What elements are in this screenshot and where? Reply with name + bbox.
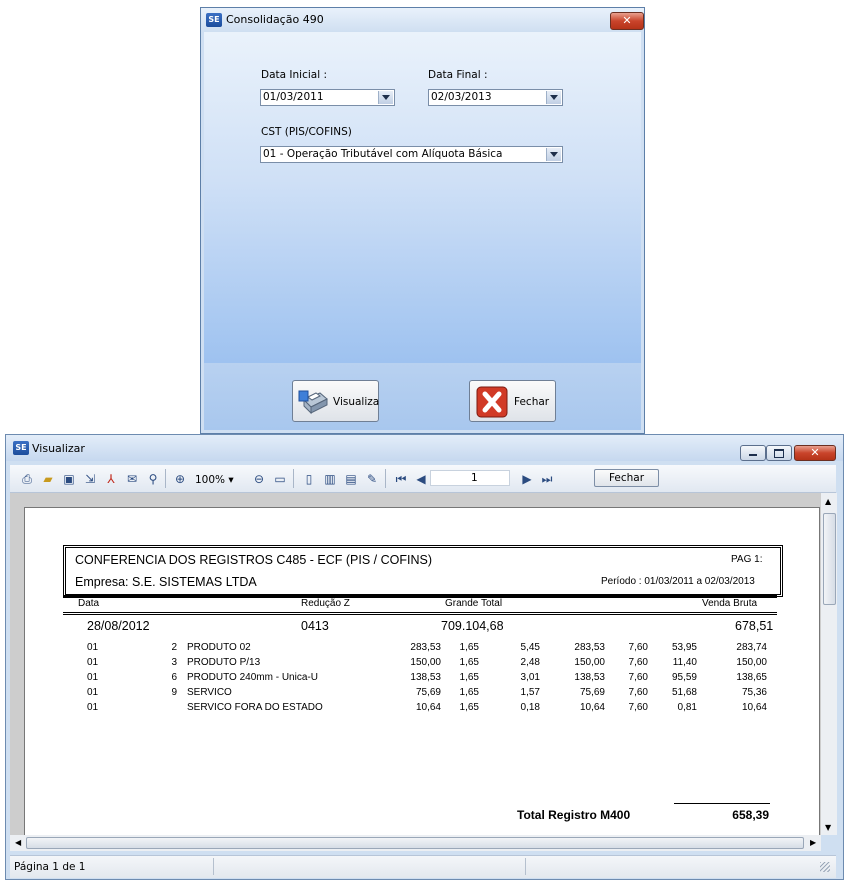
report-title: CONFERENCIA DOS REGISTROS C485 - ECF (PIS / COFINS) [75, 553, 432, 567]
visualizar-window [5, 434, 844, 880]
row-valor: 283,53 [410, 642, 441, 653]
data-final-combo[interactable] [428, 89, 563, 106]
row-descricao: PRODUTO P/13 [187, 657, 261, 668]
data-inicial-combo[interactable] [260, 89, 395, 106]
row-aliq-cofins: 7,60 [628, 672, 648, 683]
visualiza-label: Visualiza [333, 396, 380, 408]
status-divider [213, 858, 214, 875]
col-data: Data [78, 598, 100, 609]
dialog-body [204, 32, 641, 363]
chevron-down-icon[interactable] [546, 91, 561, 104]
row-descricao: PRODUTO 02 [187, 642, 251, 653]
row-descricao: SERVICO FORA DO ESTADO [187, 702, 323, 713]
fechar-label: Fechar [514, 396, 550, 408]
app-logo-icon: SE [206, 13, 222, 27]
row-valor-pis: 2,48 [520, 657, 540, 668]
toolbar-separator [293, 469, 294, 488]
row-valor-cofins: 11,40 [672, 657, 697, 668]
row-item: 3 [171, 657, 177, 668]
scroll-right-icon[interactable]: ▶ [810, 838, 817, 847]
zoom-out-icon[interactable]: ⊖ [253, 472, 265, 486]
row-valor-pis: 1,57 [520, 687, 540, 698]
row-cst: 01 [87, 657, 99, 668]
cst-label: CST (PIS/COFINS) [261, 126, 352, 138]
pdf-icon[interactable]: ⅄ [107, 472, 115, 486]
row-item: 9 [171, 687, 177, 698]
maximize-button[interactable] [766, 445, 792, 461]
zoom-level-select[interactable]: 100% ▾ [195, 474, 234, 486]
row-descricao: PRODUTO 240mm - Unica-U [187, 672, 318, 683]
row-aliq-cofins: 7,60 [628, 657, 648, 668]
group-reducao: 0413 [301, 619, 329, 633]
email-icon[interactable]: ✉ [126, 472, 138, 486]
col-venda-bruta: Venda Bruta [702, 598, 758, 609]
book-icon[interactable]: ▤ [345, 472, 357, 486]
row-base-cofins: 10,64 [579, 702, 605, 713]
col-grande-total: Grande Total [445, 598, 503, 609]
last-page-icon[interactable]: ⏭ [541, 472, 553, 486]
dialog-title: Consolidação 490 [226, 13, 324, 26]
prev-page-icon[interactable]: ◀ [416, 472, 426, 486]
data-inicial-label: Data Inicial : [261, 69, 327, 81]
fechar-button[interactable] [469, 380, 556, 422]
row-total: 75,36 [741, 687, 767, 698]
maximize-icon [774, 449, 784, 458]
zoom-level: 100% [195, 474, 226, 486]
dialog-titlebar [201, 8, 644, 32]
scroll-up-icon[interactable]: ▲ [825, 497, 832, 506]
row-base-cofins: 75,69 [579, 687, 605, 698]
vertical-scroll-thumb[interactable] [823, 513, 836, 605]
first-page-icon[interactable]: ⏮ [395, 472, 407, 486]
cst-combo[interactable] [260, 146, 563, 163]
dialog-close-button[interactable]: ✕ [610, 12, 644, 30]
row-valor-cofins: 51,68 [671, 687, 697, 698]
page-number-input[interactable]: 1 [430, 470, 510, 486]
row-aliq-pis: 1,65 [459, 657, 479, 668]
horizontal-scrollbar[interactable] [10, 835, 821, 851]
report-page [24, 507, 820, 835]
minimize-button[interactable] [740, 445, 766, 461]
row-descricao: SERVICO [187, 687, 232, 698]
report-viewer[interactable] [10, 493, 821, 835]
row-total: 150,00 [736, 657, 767, 668]
row-valor: 138,53 [410, 672, 441, 683]
report-periodo: Período : 01/03/2011 a 02/03/2013 [601, 576, 755, 587]
consolidacao-dialog [200, 7, 645, 434]
row-valor-cofins: 0,81 [677, 702, 697, 713]
row-aliq-cofins: 7,60 [628, 702, 648, 713]
row-valor: 150,00 [410, 657, 441, 668]
row-valor: 75,69 [415, 687, 441, 698]
report-empresa: Empresa: S.E. SISTEMAS LTDA [75, 575, 257, 589]
group-venda-bruta: 678,51 [735, 619, 774, 633]
row-aliq-pis: 1,65 [459, 687, 479, 698]
report-columns-box [63, 595, 777, 615]
row-cst: 01 [87, 672, 99, 683]
row-aliq-pis: 1,65 [459, 672, 479, 683]
scroll-left-icon[interactable]: ◀ [15, 838, 22, 847]
app-logo-icon: SE [13, 441, 29, 455]
row-aliq-pis: 1,65 [459, 702, 479, 713]
printer-icon [298, 387, 328, 415]
row-cst: 01 [87, 687, 99, 698]
horizontal-scroll-thumb[interactable] [26, 837, 804, 849]
next-page-icon[interactable]: ▶ [522, 472, 532, 486]
toolbar-separator [385, 469, 386, 488]
row-valor-cofins: 95,59 [671, 672, 697, 683]
export-icon[interactable]: ⇲ [84, 472, 96, 486]
chevron-down-icon[interactable] [546, 148, 561, 161]
data-final-label: Data Final : [428, 69, 488, 81]
col-reducao-z: Redução Z [301, 598, 350, 609]
row-total: 10,64 [741, 702, 767, 713]
data-final-value: 02/03/2013 [431, 91, 492, 103]
row-cst: 01 [87, 642, 99, 653]
row-base-cofins: 283,53 [574, 642, 605, 653]
chevron-down-icon[interactable] [378, 91, 393, 104]
edit-icon[interactable]: ✎ [366, 472, 378, 486]
print-icon[interactable]: ⎙ [22, 472, 32, 486]
total-value: 658,39 [732, 808, 769, 822]
one-page-icon[interactable]: ▯ [305, 472, 313, 486]
total-rule [674, 803, 770, 804]
zoom-in-icon[interactable]: ⊕ [174, 472, 186, 486]
data-inicial-value: 01/03/2011 [263, 91, 324, 103]
row-valor-cofins: 53,95 [671, 642, 697, 653]
row-aliq-cofins: 7,60 [628, 687, 648, 698]
scroll-down-icon[interactable]: ▼ [825, 823, 832, 832]
row-aliq-cofins: 7,60 [628, 642, 648, 653]
fechar-preview-button[interactable]: Fechar [594, 469, 659, 487]
report-page-label: PAG 1: [731, 554, 763, 565]
dialog-footer [204, 363, 641, 430]
group-data: 28/08/2012 [87, 619, 150, 633]
cst-value: 01 - Operação Tributável com Alíquota Básica [263, 148, 503, 160]
whole-page-icon[interactable]: ▭ [274, 472, 286, 486]
open-icon[interactable]: ▰ [43, 472, 53, 486]
vertical-scrollbar[interactable] [821, 493, 837, 835]
status-bar [10, 855, 836, 878]
row-valor-pis: 0,18 [520, 702, 540, 713]
status-divider [525, 858, 526, 875]
toolbar-separator [165, 469, 166, 488]
row-aliq-pis: 1,65 [459, 642, 479, 653]
preview-toolbar [10, 465, 836, 493]
visualizar-close-button[interactable]: ✕ [794, 445, 836, 461]
row-total: 283,74 [736, 642, 767, 653]
row-valor: 10,64 [415, 702, 441, 713]
two-pages-icon[interactable]: ▥ [324, 472, 336, 486]
close-x-icon [476, 386, 508, 418]
row-valor-pis: 3,01 [520, 672, 540, 683]
row-valor-pis: 5,45 [520, 642, 540, 653]
group-grande-total: 709.104,68 [441, 619, 504, 633]
row-total: 138,65 [736, 672, 767, 683]
minimize-icon [749, 454, 757, 456]
row-item: 2 [171, 642, 177, 653]
save-icon[interactable]: ▣ [63, 472, 75, 486]
find-icon[interactable]: ⚲ [148, 472, 158, 486]
visualizar-title: Visualizar [32, 442, 85, 455]
resize-grip-icon[interactable] [820, 862, 830, 872]
row-base-cofins: 150,00 [574, 657, 605, 668]
status-page: Página 1 de 1 [14, 861, 86, 873]
row-item: 6 [171, 672, 177, 683]
total-label: Total Registro M400 [517, 808, 631, 822]
visualiza-button[interactable] [292, 380, 379, 422]
visualizar-titlebar [6, 435, 843, 461]
row-cst: 01 [87, 702, 99, 713]
row-base-cofins: 138,53 [574, 672, 605, 683]
